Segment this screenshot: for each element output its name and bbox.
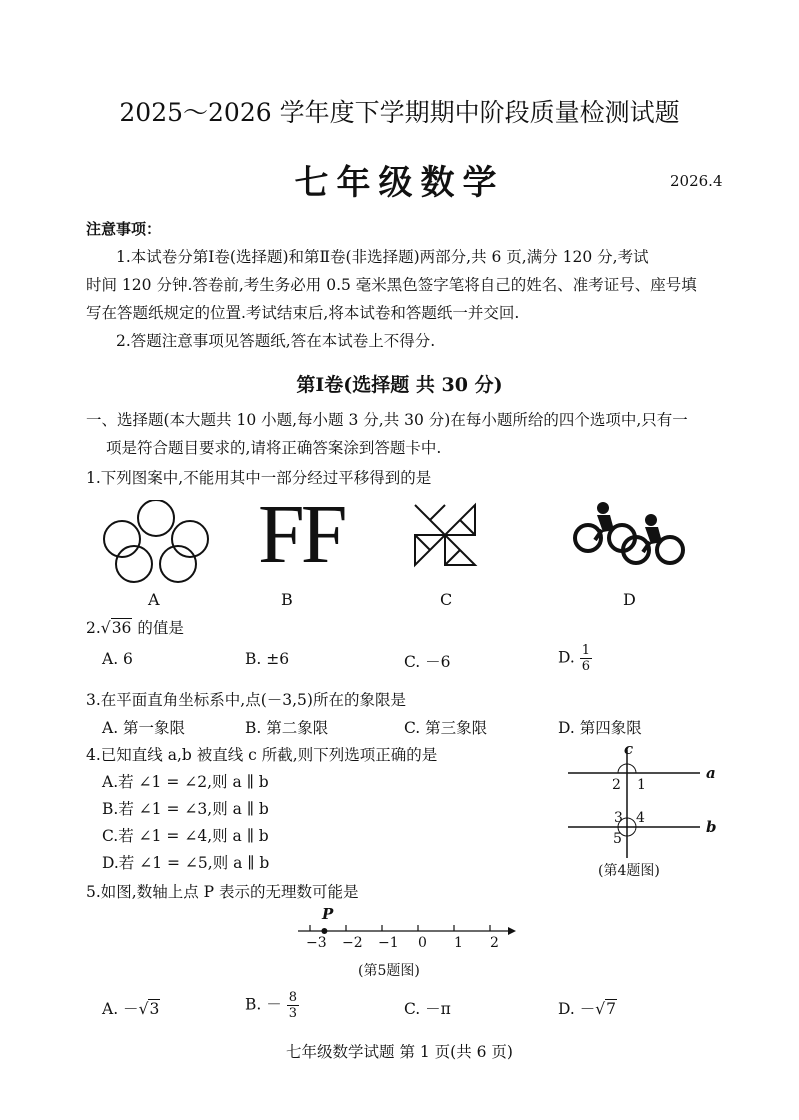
notice-heading: 注意事项： <box>86 220 162 238</box>
q5-point-p <box>321 928 327 934</box>
q5-tick-label: 1 <box>454 935 463 951</box>
q5-option-a: A. －√3 <box>102 1000 160 1018</box>
q5-tick-label: −3 <box>306 935 327 951</box>
notice-line-3: 写在答题纸规定的位置.考试结束后,将本试卷和答题纸一并交回. <box>86 304 520 322</box>
q1-figure-a <box>104 500 208 582</box>
q4-option-a: A.若 ∠1 = ∠2,则 a ∥ b <box>102 773 269 791</box>
q2-option-a: A. 6 <box>102 650 133 668</box>
q5-tick-labels <box>298 935 518 955</box>
q2-stem: 2.√36 的值是 <box>86 619 184 637</box>
q5-caption: (第5题图) <box>358 963 420 979</box>
exam-title: 2025～2026 学年度下学期期中阶段质量检测试题 <box>119 98 680 127</box>
q4-angle-3: 3 <box>614 810 623 826</box>
q1-figures <box>100 500 700 590</box>
exam-date: 2026.4 <box>670 172 723 190</box>
section-intro-2: 项是符合题目要求的,请将正确答案涂到答题卡中. <box>106 439 442 457</box>
q4-label-c: c <box>624 740 634 758</box>
notice-line-4: 2.答题注意事项见答题纸,答在本试卷上不得分. <box>116 332 436 350</box>
q5-tick-label: 0 <box>418 935 427 951</box>
q4-label-a: a <box>706 764 716 782</box>
q4-figure <box>560 740 730 860</box>
q4-option-b: B.若 ∠1 = ∠3,则 a ∥ b <box>102 800 269 818</box>
q2-option-d: D. $\frac{1}{6}$ <box>558 643 591 674</box>
q2-option-c: C. －6 <box>404 653 451 671</box>
q4-angle-4: 4 <box>636 810 645 826</box>
q1-figure-d <box>575 502 683 563</box>
q3-option-d: D. 第四象限 <box>558 719 642 737</box>
q5-option-c: C. －π <box>404 1000 451 1018</box>
q4-angle-1: 1 <box>637 777 646 793</box>
q5-tick-label: −2 <box>342 935 363 951</box>
subject-title: 七年级数学 <box>294 163 505 203</box>
q4-option-d: D.若 ∠1 = ∠5,则 a ∥ b <box>102 854 270 872</box>
q1-stem: 1.下列图案中,不能用其中一部分经过平移得到的是 <box>86 469 432 487</box>
q1-figure-c <box>415 505 475 565</box>
q2-radicand: 36 <box>111 619 132 637</box>
q3-option-c: C. 第三象限 <box>404 719 488 737</box>
section-intro-1: 一、选择题(本大题共 10 小题,每小题 3 分,共 30 分)在每小题所给的四个选项中,只有一 <box>86 411 688 429</box>
q1-label-a: A <box>148 590 160 609</box>
q5-stem: 5.如图,数轴上点 P 表示的无理数可能是 <box>86 883 359 901</box>
notice-line-1: 1.本试卷分第Ⅰ卷(选择题)和第Ⅱ卷(非选择题)两部分,共 6 页,满分 120 分,考试 <box>116 248 649 266</box>
q5-tick-label: −1 <box>378 935 399 951</box>
q5-option-b: B. － $\frac{8}{3}$ <box>245 990 297 1021</box>
q5-tick-label: 2 <box>490 935 499 951</box>
section-title: 第Ⅰ卷(选择题 共 30 分) <box>296 374 503 396</box>
q1-label-b: B <box>281 590 293 609</box>
page-footer: 七年级数学试题 第 1 页(共 6 页) <box>286 1043 513 1061</box>
q3-option-b: B. 第二象限 <box>245 719 329 737</box>
q4-label-b: b <box>706 818 717 836</box>
q4-angle-2: 2 <box>612 777 621 793</box>
q1-label-d: D <box>623 590 636 609</box>
notice-line-2: 时间 120 分钟.答卷前,考生务必用 0.5 毫米黑色签字笔将自己的姓名、准考证号、座号填 <box>86 276 697 294</box>
q1-label-c: C <box>440 590 453 609</box>
q1-figure-b: FF <box>258 488 344 581</box>
q3-stem: 3.在平面直角坐标系中,点(－3,5)所在的象限是 <box>86 691 406 709</box>
q4-stem: 4.已知直线 a,b 被直线 c 所截,则下列选项正确的是 <box>86 746 438 764</box>
q4-angle-5: 5 <box>613 831 622 847</box>
q4-option-c: C.若 ∠1 = ∠4,则 a ∥ b <box>102 827 269 845</box>
q4-caption: (第4题图) <box>598 863 660 879</box>
q5-point-label: P <box>322 905 334 923</box>
q2-option-b: B. ±6 <box>245 650 290 668</box>
q3-option-a: A. 第一象限 <box>102 719 186 737</box>
q5-option-d: D. －√7 <box>558 1000 616 1018</box>
